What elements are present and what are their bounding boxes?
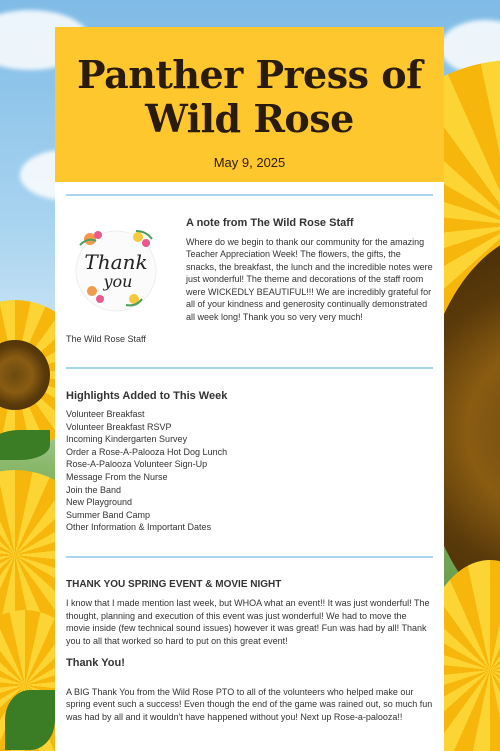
newsletter-title: Panther Press of Wild Rose bbox=[77, 52, 422, 141]
highlights-list bbox=[66, 408, 433, 534]
highlight-link[interactable]: Incoming Kindergarten Survey bbox=[66, 434, 188, 445]
event-heading: THANK YOU SPRING EVENT & MOVIE NIGHT bbox=[66, 578, 282, 590]
newsletter-header bbox=[55, 27, 444, 182]
event-body-2: A BIG Thank You from the Wild Rose PTO to all of the volunteers who helped make our spring event such a success! Even though the end of the game was rained out, so much fun was had by all and it wouldn't have happened without you! Next up Rose-a-palooza!! bbox=[66, 686, 433, 722]
event-section bbox=[55, 579, 444, 724]
thank-word: Thank bbox=[84, 250, 148, 274]
highlight-link[interactable]: Summer Band Camp bbox=[66, 509, 151, 520]
you-word: you bbox=[103, 272, 133, 291]
event-body: I know that I made mention last week, but WHOA what an event!! It was just wonderful! The thought, planning and execution of this event was just wonderful! We had to move the movie inside (few technical sound issues) however it was great! Fun was had by all! Thank you to all that worked so hard to put on this great event! bbox=[66, 598, 430, 646]
highlight-link[interactable]: Volunteer Breakfast RSVP bbox=[66, 421, 172, 432]
highlight-link[interactable]: Message From the Nurse bbox=[66, 471, 168, 482]
highlight-link[interactable]: Other Information & Important Dates bbox=[66, 522, 212, 533]
highlight-link[interactable]: Join the Band bbox=[66, 484, 122, 495]
note-body: Where do we begin to thank our community for the amazing Teacher Appreciation Week! The flowers, the gifts, the snacks, the breakfast, the lunch and the incredible notes were just wonderful! The theme and decorations of the staff room were WICKEDLY BEAUTIFUL!!! We are incredibly grateful for all of your kindness and generosity continually demonstrated all week long! Thank you so very very much! bbox=[186, 236, 433, 322]
note-heading: A note from The Wild Rose Staff bbox=[186, 217, 354, 229]
event-subheading: Thank You! bbox=[66, 657, 125, 670]
section-divider bbox=[66, 194, 433, 196]
section-divider bbox=[66, 556, 433, 558]
newsletter-date: May 9, 2025 bbox=[213, 155, 286, 170]
section-divider bbox=[66, 367, 433, 369]
thank-you-image bbox=[66, 219, 166, 319]
highlight-link[interactable]: Rose-A-Palooza Volunteer Sign-Up bbox=[66, 459, 208, 470]
highlight-link[interactable]: Order a Rose-A-Palooza Hot Dog Lunch bbox=[66, 446, 228, 457]
highlight-link[interactable]: Volunteer Breakfast bbox=[66, 409, 145, 419]
staff-note-section bbox=[55, 217, 444, 346]
note-signature: The Wild Rose Staff bbox=[66, 334, 146, 344]
highlights-heading: Highlights Added to This Week bbox=[66, 389, 228, 402]
highlight-link[interactable]: New Playground bbox=[66, 497, 133, 508]
highlights-section bbox=[55, 390, 444, 534]
newsletter-card bbox=[55, 27, 444, 751]
